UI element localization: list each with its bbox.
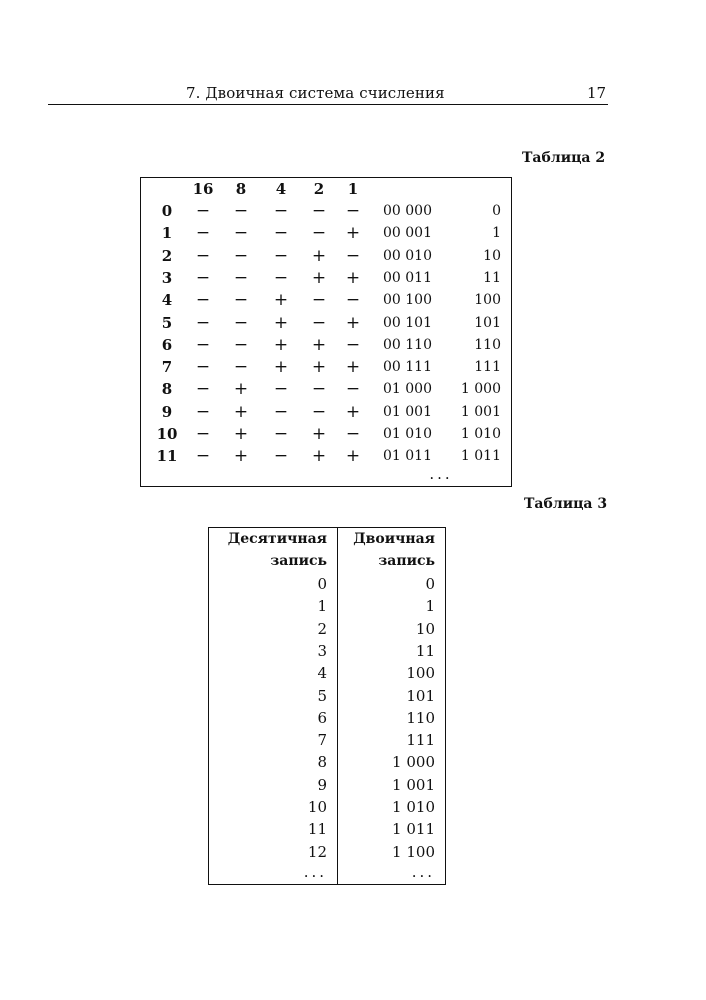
table3-decimal-cell: 10 [307, 798, 327, 816]
table3 [208, 527, 446, 885]
table2-sign-cell: − [195, 290, 211, 311]
table2-sign-cell: − [233, 290, 249, 311]
table2-sign-cell: + [273, 312, 289, 333]
table3-binary-cell: 100 [406, 664, 435, 683]
table2-sign-cell: + [273, 357, 289, 378]
table2-sign-cell: − [233, 357, 249, 378]
table2-row-number: 0 [161, 202, 173, 220]
table2-sign-cell: − [273, 401, 289, 422]
table3-caption: Таблица 3 [524, 496, 608, 512]
table3-decimal-cell: 4 [317, 664, 327, 683]
table2-binary-cell: 01 000 [383, 381, 432, 398]
table2-row-number: 11 [156, 447, 178, 466]
table2-sign-cell: + [233, 446, 249, 467]
table2-sign-cell: − [273, 223, 289, 244]
table2-sign-cell: + [311, 267, 327, 288]
table3-binary-cell: 1 [425, 597, 435, 616]
table2-sign-cell: − [311, 223, 327, 244]
table2-sign-cell: − [345, 290, 361, 311]
table2-sign-cell: − [195, 312, 211, 333]
table2-sign-cell: − [195, 245, 211, 266]
table3-decimal-cell: 3 [317, 641, 327, 660]
table2-value-cell: 1 011 [460, 448, 501, 465]
table2-value-cell: 1 000 [460, 381, 501, 398]
table2-sign-cell: − [345, 379, 361, 400]
table2-row-number: 1 [161, 224, 173, 243]
table2-sign-cell: + [273, 334, 289, 355]
table3-binary-cell: 1 000 [392, 753, 435, 772]
table2-value-cell: 1 [492, 225, 501, 242]
table2-sign-cell: + [345, 312, 361, 333]
table2-sign-cell: − [195, 379, 211, 400]
table2-value-cell: 11 [483, 269, 501, 286]
table3-decimal-cell: 2 [317, 619, 327, 638]
table2-row-number: 4 [161, 291, 173, 310]
table2-sign-cell: + [233, 379, 249, 400]
table2-binary-cell: 01 001 [383, 403, 432, 420]
table2 [140, 177, 512, 487]
table2-value-cell: 1 001 [460, 403, 501, 420]
table2-header-2: 2 [313, 180, 325, 198]
table3-binary-cell: 1 011 [392, 820, 435, 839]
table2-value-cell: 111 [474, 359, 501, 376]
table2-sign-cell: − [345, 245, 361, 266]
table2-sign-cell: − [345, 201, 361, 221]
table2-sign-cell: − [195, 334, 211, 355]
table3-ellipsis-decimal: ... [303, 863, 327, 881]
table2-binary-cell: 00 100 [383, 292, 432, 309]
table3-decimal-cell: 1 [317, 597, 327, 616]
table2-header-4: 4 [275, 180, 287, 198]
table2-sign-cell: − [233, 312, 249, 333]
table3-decimal-cell: 5 [317, 686, 327, 705]
table2-value-cell: 101 [474, 314, 501, 331]
table2-sign-cell: − [273, 446, 289, 467]
table2-sign-cell: + [311, 334, 327, 355]
table2-sign-cell: − [311, 201, 327, 221]
running-title: 7. Двоичная система счисления [186, 84, 445, 102]
table2-row-number: 6 [161, 335, 173, 354]
table2-sign-cell: − [195, 446, 211, 467]
table2-binary-cell: 00 010 [383, 247, 432, 264]
table2-binary-cell: 00 000 [383, 203, 432, 219]
table2-sign-cell: + [233, 424, 249, 444]
table2-value-cell: 10 [483, 247, 501, 264]
table3-decimal-cell: 8 [317, 753, 327, 772]
table2-sign-cell: + [311, 357, 327, 378]
table2-sign-cell: + [345, 446, 361, 467]
table2-sign-cell: + [345, 223, 361, 244]
table3-column-divider [337, 528, 338, 884]
table3-decimal-cell: 0 [317, 575, 327, 593]
table2-sign-cell: − [311, 312, 327, 333]
table2-binary-cell: 01 011 [383, 448, 432, 465]
table2-sign-cell: − [273, 379, 289, 400]
table2-sign-cell: + [273, 290, 289, 311]
table3-decimal-cell: 9 [317, 775, 327, 794]
table3-binary-cell: 111 [406, 731, 435, 750]
table2-sign-cell: − [195, 401, 211, 422]
table3-decimal-cell: 11 [307, 820, 327, 839]
table2-row-number: 3 [161, 268, 173, 287]
table3-decimal-cell: 12 [307, 842, 327, 861]
table2-sign-cell: − [195, 223, 211, 244]
table2-binary-cell: 00 111 [383, 359, 432, 376]
table2-sign-cell: − [233, 267, 249, 288]
table3-header-binary-line2: запись [378, 553, 435, 569]
table2-binary-cell: 00 101 [383, 314, 432, 331]
table2-sign-cell: − [273, 245, 289, 266]
table3-binary-cell: 0 [425, 575, 435, 593]
table3-binary-cell: 110 [406, 708, 435, 727]
table2-row-number: 7 [161, 358, 173, 377]
table2-sign-cell: − [273, 201, 289, 221]
table2-binary-cell: 00 011 [383, 269, 432, 286]
table2-sign-cell: + [233, 401, 249, 422]
table2-row-number: 9 [161, 402, 173, 421]
table2-value-cell: 0 [492, 203, 501, 219]
table2-sign-cell: − [233, 334, 249, 355]
table3-header-decimal-line2: запись [270, 553, 327, 569]
table2-sign-cell: − [345, 334, 361, 355]
table2-sign-cell: − [273, 267, 289, 288]
table2-value-cell: 1 010 [460, 426, 501, 442]
table2-row-number: 8 [161, 380, 173, 399]
table2-sign-cell: − [195, 424, 211, 444]
table2-value-cell: 110 [474, 336, 501, 353]
table3-binary-cell: 1 010 [392, 798, 435, 816]
table2-sign-cell: − [195, 357, 211, 378]
table2-binary-cell: 00 110 [383, 336, 432, 353]
table2-sign-cell: + [345, 267, 361, 288]
table2-sign-cell: − [233, 201, 249, 221]
table2-sign-cell: − [311, 401, 327, 422]
table3-decimal-cell: 6 [317, 708, 327, 727]
table2-binary-cell: 01 010 [383, 426, 432, 442]
table2-sign-cell: − [345, 424, 361, 444]
table2-header-1: 1 [347, 180, 359, 198]
table3-header-decimal-line1: Десятичная [227, 531, 327, 547]
table3-binary-cell: 11 [415, 641, 435, 660]
table2-sign-cell: − [273, 424, 289, 444]
table2-sign-cell: + [311, 245, 327, 266]
table2-sign-cell: − [311, 290, 327, 311]
table2-row-number: 2 [161, 246, 173, 265]
table2-sign-cell: + [311, 424, 327, 444]
table2-sign-cell: + [345, 357, 361, 378]
table2-row-number: 5 [161, 313, 173, 332]
table2-sign-cell: + [345, 401, 361, 422]
table3-ellipsis-binary: ... [411, 863, 435, 881]
table2-sign-cell: − [233, 245, 249, 266]
table3-binary-cell: 1 100 [392, 842, 435, 861]
table3-decimal-cell: 7 [317, 731, 327, 750]
header-rule [48, 104, 608, 105]
table2-value-cell: 100 [474, 292, 501, 309]
table2-header-8: 8 [235, 180, 247, 198]
table2-sign-cell: − [233, 223, 249, 244]
table3-header-binary-line1: Двоичная [353, 531, 435, 547]
table3-binary-cell: 1 001 [392, 775, 435, 794]
table2-sign-cell: − [195, 267, 211, 288]
table2-row-number: 10 [156, 425, 178, 443]
table2-header-16: 16 [192, 180, 214, 198]
table3-binary-cell: 10 [415, 619, 435, 638]
table2-ellipsis: ... [429, 465, 453, 483]
page-number: 17 [587, 84, 607, 102]
table2-sign-cell: + [311, 446, 327, 467]
table2-caption: Таблица 2 [522, 150, 606, 166]
table2-sign-cell: − [195, 201, 211, 221]
table2-sign-cell: − [311, 379, 327, 400]
table2-binary-cell: 00 001 [383, 225, 432, 242]
table3-binary-cell: 101 [406, 686, 435, 705]
